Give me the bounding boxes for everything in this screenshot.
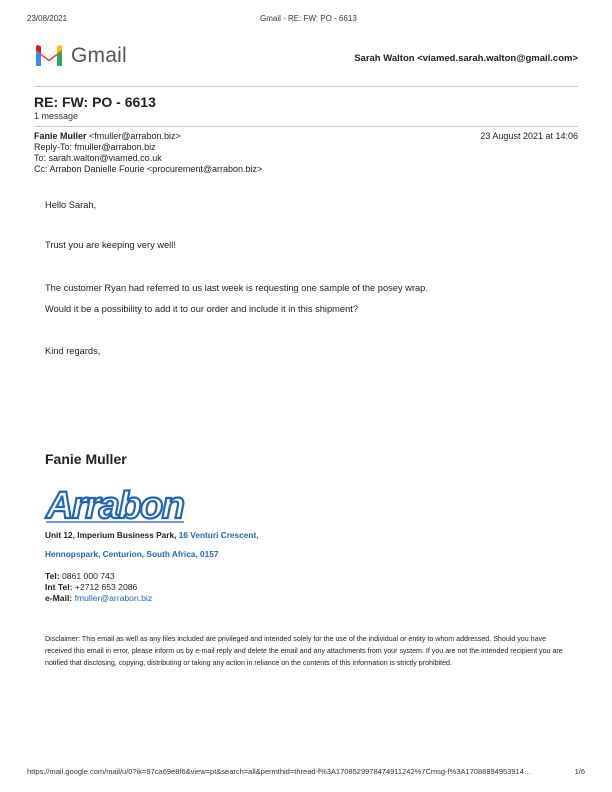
arrabon-logo-text: Arrabon xyxy=(46,485,184,526)
reply-to: Reply-To: fmuller@arrabon.biz xyxy=(34,142,156,152)
int-tel-line: Int Tel: +2712 653 2086 xyxy=(45,582,138,592)
signature-email-link[interactable]: fmuller@arrabon.biz xyxy=(74,593,153,603)
tel-line: Tel: 0861 000 743 xyxy=(45,571,115,581)
greeting: Hello Sarah, xyxy=(45,200,97,210)
gmail-wordmark: Gmail xyxy=(71,44,127,67)
message-count: 1 message xyxy=(34,111,79,121)
signature-name: Fanie Muller xyxy=(45,451,127,467)
body-line-2: The customer Ryan had referred to us last week is requesting one sample of the posey wrap. xyxy=(45,283,428,293)
body-line-1: Trust you are keeping very well! xyxy=(45,240,176,250)
print-date: 23/08/2021 xyxy=(27,14,68,23)
print-url: https://mail.google.com/mail/u/0?ik=97ca69e8f6&view=pt&search=all&permthid=thread-f%3A1708529978474911242%7Cmsg-f%3A17088894953914… xyxy=(27,767,532,776)
thread-subject: RE: FW: PO - 6613 xyxy=(34,94,156,110)
closing: Kind regards, xyxy=(45,346,101,356)
thread-divider xyxy=(34,126,578,127)
gmail-m-icon[interactable] xyxy=(34,44,64,68)
account-user: Sarah Walton <viamed.sarah.walton@gmail.com> xyxy=(354,53,578,64)
print-title: Gmail - RE: FW: PO - 6613 xyxy=(260,14,357,23)
cc-field: Cc: Arrabon Danielle Fourie <procurement@arrabon.biz> xyxy=(34,164,263,174)
address-line-1: Unit 12, Imperium Business Park, 16 Venturi Crescent, xyxy=(45,530,259,540)
body-line-3: Would it be a possibility to add it to our order and include it in this shipment? xyxy=(45,304,358,314)
disclaimer: Disclaimer: This email as well as any files included are privileged and intended solely for the use of the individual or entity to whom addressed. Should you have received this email in error, please inform us by e-mail reply and delete the email and any attachments from your system. If you are not the intended recipient you are notified that disclosing, copying, distributing or taking any action in reliance on the contents of this information is strictly prohibited. xyxy=(45,635,563,667)
to-field: To: sarah.walton@viamed.co.uk xyxy=(34,153,162,163)
sender-email[interactable]: <fmuller@arrabon.biz> xyxy=(89,131,181,141)
sender xyxy=(34,131,181,142)
message-date: 23 August 2021 at 14:06 xyxy=(480,131,578,141)
sender-name: Fanie Muller xyxy=(34,131,87,141)
header-divider xyxy=(34,86,578,87)
arrabon-logo xyxy=(44,484,188,526)
address-link[interactable]: 16 Venturi Crescent, xyxy=(178,530,259,540)
page-number: 1/6 xyxy=(574,767,585,776)
address-line-2[interactable]: Hennopspark, Centurion, South Africa, 0157 xyxy=(45,549,219,559)
email-line: e-Mail: fmuller@arrabon.biz xyxy=(45,593,153,603)
